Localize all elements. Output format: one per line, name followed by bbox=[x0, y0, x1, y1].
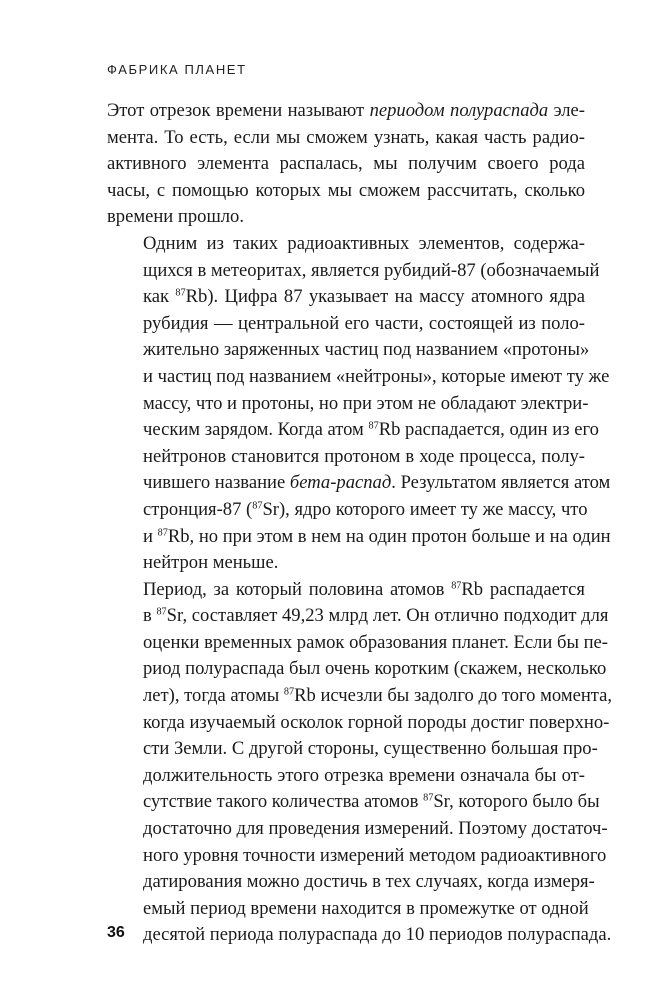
text-run: в bbox=[143, 605, 157, 627]
text-line bbox=[107, 550, 585, 577]
text-run: десятой периода полураспада до 10 периодов полураспада. bbox=[143, 924, 612, 946]
text-run: Этот отрезок времени называют bbox=[107, 100, 370, 121]
text-line bbox=[107, 204, 585, 231]
text-run: эле- bbox=[548, 100, 585, 121]
text-line bbox=[107, 896, 589, 923]
isotope-mass-superscript: 87 bbox=[252, 500, 263, 512]
text-line bbox=[107, 789, 600, 816]
text-run: Rb). Цифра 87 указывает на массу атомного ядра bbox=[185, 286, 585, 308]
text-run: риод полураспада был очень коротким (скажем, несколько bbox=[143, 658, 607, 680]
text-run: нейтронов становится протоном в ходе процесса, полу- bbox=[143, 445, 585, 467]
isotope-mass-superscript: 87 bbox=[423, 792, 434, 804]
text-run: Rb, но при этом в нем на один протон больше и на один bbox=[167, 525, 611, 547]
text-line bbox=[107, 843, 607, 870]
text-run: сутствие такого количества атомов bbox=[143, 791, 424, 813]
isotope-mass-superscript: 87 bbox=[156, 606, 167, 618]
text-line bbox=[107, 311, 585, 338]
text-run: должительность этого отрезка времени означала бы от- bbox=[143, 764, 585, 786]
paragraph-3 bbox=[107, 577, 613, 949]
text-run: Sr, которого было бы bbox=[433, 791, 600, 813]
text-run: Rb распадается, один из его bbox=[378, 419, 599, 441]
body-text bbox=[107, 98, 613, 949]
text-run: мента. То есть, если мы сможем узнать, какая часть радио- bbox=[107, 126, 585, 148]
text-run: когда изучаемый осколок горной породы достиг поверхно- bbox=[143, 711, 610, 733]
text-run: щихся в метеоритах, является рубидий-87 (обозначаемый bbox=[143, 259, 600, 281]
text-run: стронция-87 ( bbox=[143, 498, 253, 520]
text-line bbox=[107, 869, 595, 896]
text-line bbox=[107, 922, 612, 949]
text-line bbox=[107, 364, 610, 391]
text-line bbox=[107, 444, 585, 471]
text-line bbox=[107, 524, 611, 551]
text-run: чившего название bbox=[143, 472, 290, 494]
text-line bbox=[107, 577, 585, 604]
text-run: и частиц под названием «нейтроны», которые имеют ту же bbox=[143, 365, 610, 387]
isotope-mass-superscript: 87 bbox=[157, 526, 168, 538]
text-run: ного уровня точности измерений методом радиоактивного bbox=[143, 844, 607, 866]
italic-term: бета-распад bbox=[289, 472, 392, 494]
text-line bbox=[107, 178, 585, 205]
text-run: как bbox=[143, 286, 176, 308]
isotope-mass-superscript: 87 bbox=[368, 420, 379, 432]
text-run: достаточно для проведения измерений. Поэтому достаточ- bbox=[143, 818, 608, 840]
text-line bbox=[107, 710, 610, 737]
text-line bbox=[107, 763, 585, 790]
text-run: Rb распадается bbox=[461, 578, 585, 600]
text-line bbox=[107, 258, 600, 285]
text-run: нейтрон меньше. bbox=[143, 552, 279, 574]
running-header: ФАБРИКА ПЛАНЕТ bbox=[107, 62, 247, 77]
text-line bbox=[107, 497, 588, 524]
isotope-mass-superscript: 87 bbox=[283, 686, 295, 698]
text-line bbox=[107, 683, 613, 710]
text-run: лет), тогда атомы bbox=[143, 685, 284, 707]
paragraph-2 bbox=[107, 231, 611, 577]
text-run: Период, за который половина атомов bbox=[143, 578, 452, 600]
paragraph-1 bbox=[107, 98, 585, 231]
text-line bbox=[107, 816, 608, 843]
text-line bbox=[107, 284, 585, 311]
text-run: . Результатом является атом bbox=[391, 472, 611, 494]
text-line bbox=[107, 391, 589, 418]
text-run: ческим зарядом. Когда атом bbox=[143, 419, 369, 441]
text-run: времени прошло. bbox=[107, 206, 244, 228]
text-run: сти Земли. С другой стороны, существенно большая про- bbox=[143, 738, 598, 760]
text-run: емый период времени находится в промежутке от одной bbox=[143, 897, 589, 919]
text-run: часы, с помощью которых мы сможем рассчитать, сколько bbox=[107, 179, 585, 201]
text-line bbox=[107, 656, 607, 683]
isotope-mass-superscript: 87 bbox=[451, 580, 462, 592]
text-line bbox=[107, 603, 609, 630]
text-line bbox=[107, 98, 585, 125]
text-line bbox=[107, 630, 608, 657]
isotope-mass-superscript: 87 bbox=[175, 287, 186, 299]
text-run: массу, что и протоны, но при этом не обладают электри- bbox=[143, 392, 589, 414]
text-line bbox=[107, 125, 585, 152]
text-run: и bbox=[143, 525, 158, 547]
italic-term: периодом полураспада bbox=[369, 100, 549, 121]
text-run: Sr), ядро которого имеет ту же массу, что bbox=[262, 498, 588, 520]
text-run: датирования можно достичь в тех случаях, когда измеря- bbox=[143, 871, 595, 893]
text-line bbox=[107, 337, 590, 364]
text-run: рубидия — центральной его части, состоящей из поло- bbox=[143, 312, 585, 334]
text-run: Sr, составляет 49,23 млрд лет. Он отлично подходит для bbox=[166, 605, 609, 627]
text-line bbox=[107, 470, 611, 497]
text-run: жительно заряженных частиц под названием «протоны» bbox=[143, 339, 590, 361]
text-run: Одним из таких радиоактивных элементов, содержа- bbox=[143, 232, 585, 254]
text-line bbox=[107, 417, 599, 444]
text-run: Rb исчезли бы задолго до того момента, bbox=[294, 685, 613, 707]
text-line bbox=[107, 736, 598, 763]
text-run: оценки временных рамок образования планет. Если бы пе- bbox=[143, 631, 608, 653]
text-run: активного элемента распалась, мы получим своего рода bbox=[107, 153, 585, 175]
page-number: 36 bbox=[107, 924, 125, 941]
text-line bbox=[107, 231, 585, 258]
text-line bbox=[107, 151, 585, 178]
